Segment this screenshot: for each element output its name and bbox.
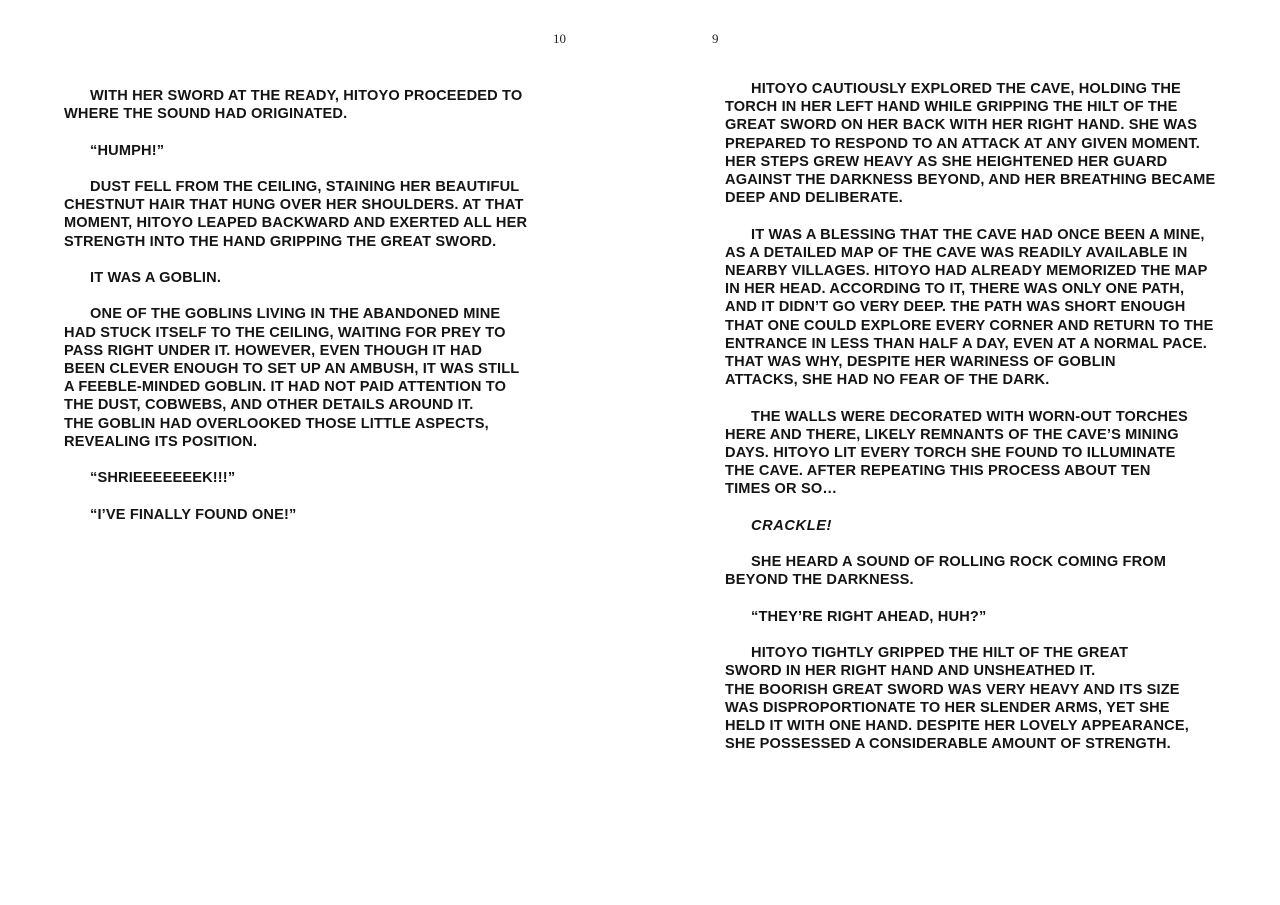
right-page <box>640 0 1280 905</box>
paragraph: HITOYO TIGHTLY GRIPPED THE HILT OF THE GREAT SWORD IN HER RIGHT HAND AND UNSHEATHED IT. THE BOORISH GREAT SWORD WAS VERY HEAVY AND ITS SIZE WAS DISPROPORTIONATE TO HER SLENDER ARMS, YET SHE HELD IT WITH ONE HAND. DESPITE HER LOVELY APPEARANCE, SHE POSSESSED A CONSIDERABLE AMOUNT OF STRENGTH. <box>725 645 1189 753</box>
dialogue-line: “HUMPH!” <box>90 142 165 159</box>
page-text <box>725 80 1237 772</box>
paragraph: IT WAS A GOBLIN. <box>90 269 222 286</box>
page-number: 9 <box>712 31 719 46</box>
page-text <box>64 87 554 542</box>
dialogue-line: “I’VE FINALLY FOUND ONE!” <box>90 506 297 523</box>
paragraph: WITH HER SWORD AT THE READY, HITOYO PROCEEDED TO WHERE THE SOUND HAD ORIGINATED. <box>64 88 523 123</box>
sound-effect: CRACKLE! <box>751 517 833 534</box>
paragraph: ONE OF THE GOBLINS LIVING IN THE ABANDONED MINE HAD STUCK ITSELF TO THE CEILING, WAITING FOR PREY TO PASS RIGHT UNDER IT. HOWEVER, EVEN THOUGH IT HAD BEEN CLEVER ENOUGH TO SET UP AN AMBUSH, IT WAS STILL A FEEBLE-MINDED GOBLIN. IT HAD NOT PAID ATTENTION TO THE DUST, COBWEBS, AND OTHER DETAILS AROUND IT. THE GOBLIN HAD OVERLOOKED THOSE LITTLE ASPECTS, REVEALING ITS POSITION. <box>64 306 520 450</box>
dialogue-line: “SHRIEEEEEEEK!!!” <box>90 470 236 487</box>
paragraph: DUST FELL FROM THE CEILING, STAINING HER BEAUTIFUL CHESTNUT HAIR THAT HUNG OVER HER SHOULDERS. AT THAT MOMENT, HITOYO LEAPED BACKWARD AND EXERTED ALL HER STRENGTH INTO THE HAND GRIPPING THE GREAT SWORD. <box>64 178 528 250</box>
paragraph: THE WALLS WERE DECORATED WITH WORN-OUT TORCHES HERE AND THERE, LIKELY REMNANTS OF THE CAVE’S MINING DAYS. HITOYO LIT EVERY TORCH SHE FOUND TO ILLUMINATE THE CAVE. AFTER REPEATING THIS PROCESS ABOUT TEN TIMES OR SO… <box>725 408 1188 498</box>
paragraph: HITOYO CAUTIOUSLY EXPLORED THE CAVE, HOLDING THE TORCH IN HER LEFT HAND WHILE GRIPPING THE HILT OF THE GREAT SWORD ON HER BACK WITH HER RIGHT HAND. SHE WAS PREPARED TO RESPOND TO AN ATTACK AT ANY GIVEN MOMENT. HER STEPS GREW HEAVY AS SHE HEIGHTENED HER GUARD AGAINST THE DARKNESS BEYOND, AND HER BREATHING BECAME DEEP AND DELIBERATE. <box>725 81 1216 207</box>
paragraph: IT WAS A BLESSING THAT THE CAVE HAD ONCE BEEN A MINE, AS A DETAILED MAP OF THE CAVE WAS READILY AVAILABLE IN NEARBY VILLAGES. HITOYO HAD ALREADY MEMORIZED THE MAP IN HER HEAD. ACCORDING TO IT, THERE WAS ONLY ONE PATH, AND IT DIDN’T GO VERY DEEP. THE PATH WAS SHORT ENOUGH THAT ONE COULD EXPLORE EVERY CORNER AND RETURN TO THE ENTRANCE IN LESS THAN HALF A DAY, EVEN AT A NORMAL PACE. THAT WAS WHY, DESPITE HER WARINESS OF GOBLIN ATTACKS, SHE HAD NO FEAR OF THE DARK. <box>725 226 1214 389</box>
paragraph: SHE HEARD A SOUND OF ROLLING ROCK COMING FROM BEYOND THE DARKNESS. <box>725 554 1167 589</box>
dialogue-line: “THEY’RE RIGHT AHEAD, HUH?” <box>751 608 987 625</box>
page-number: 10 <box>553 31 566 46</box>
